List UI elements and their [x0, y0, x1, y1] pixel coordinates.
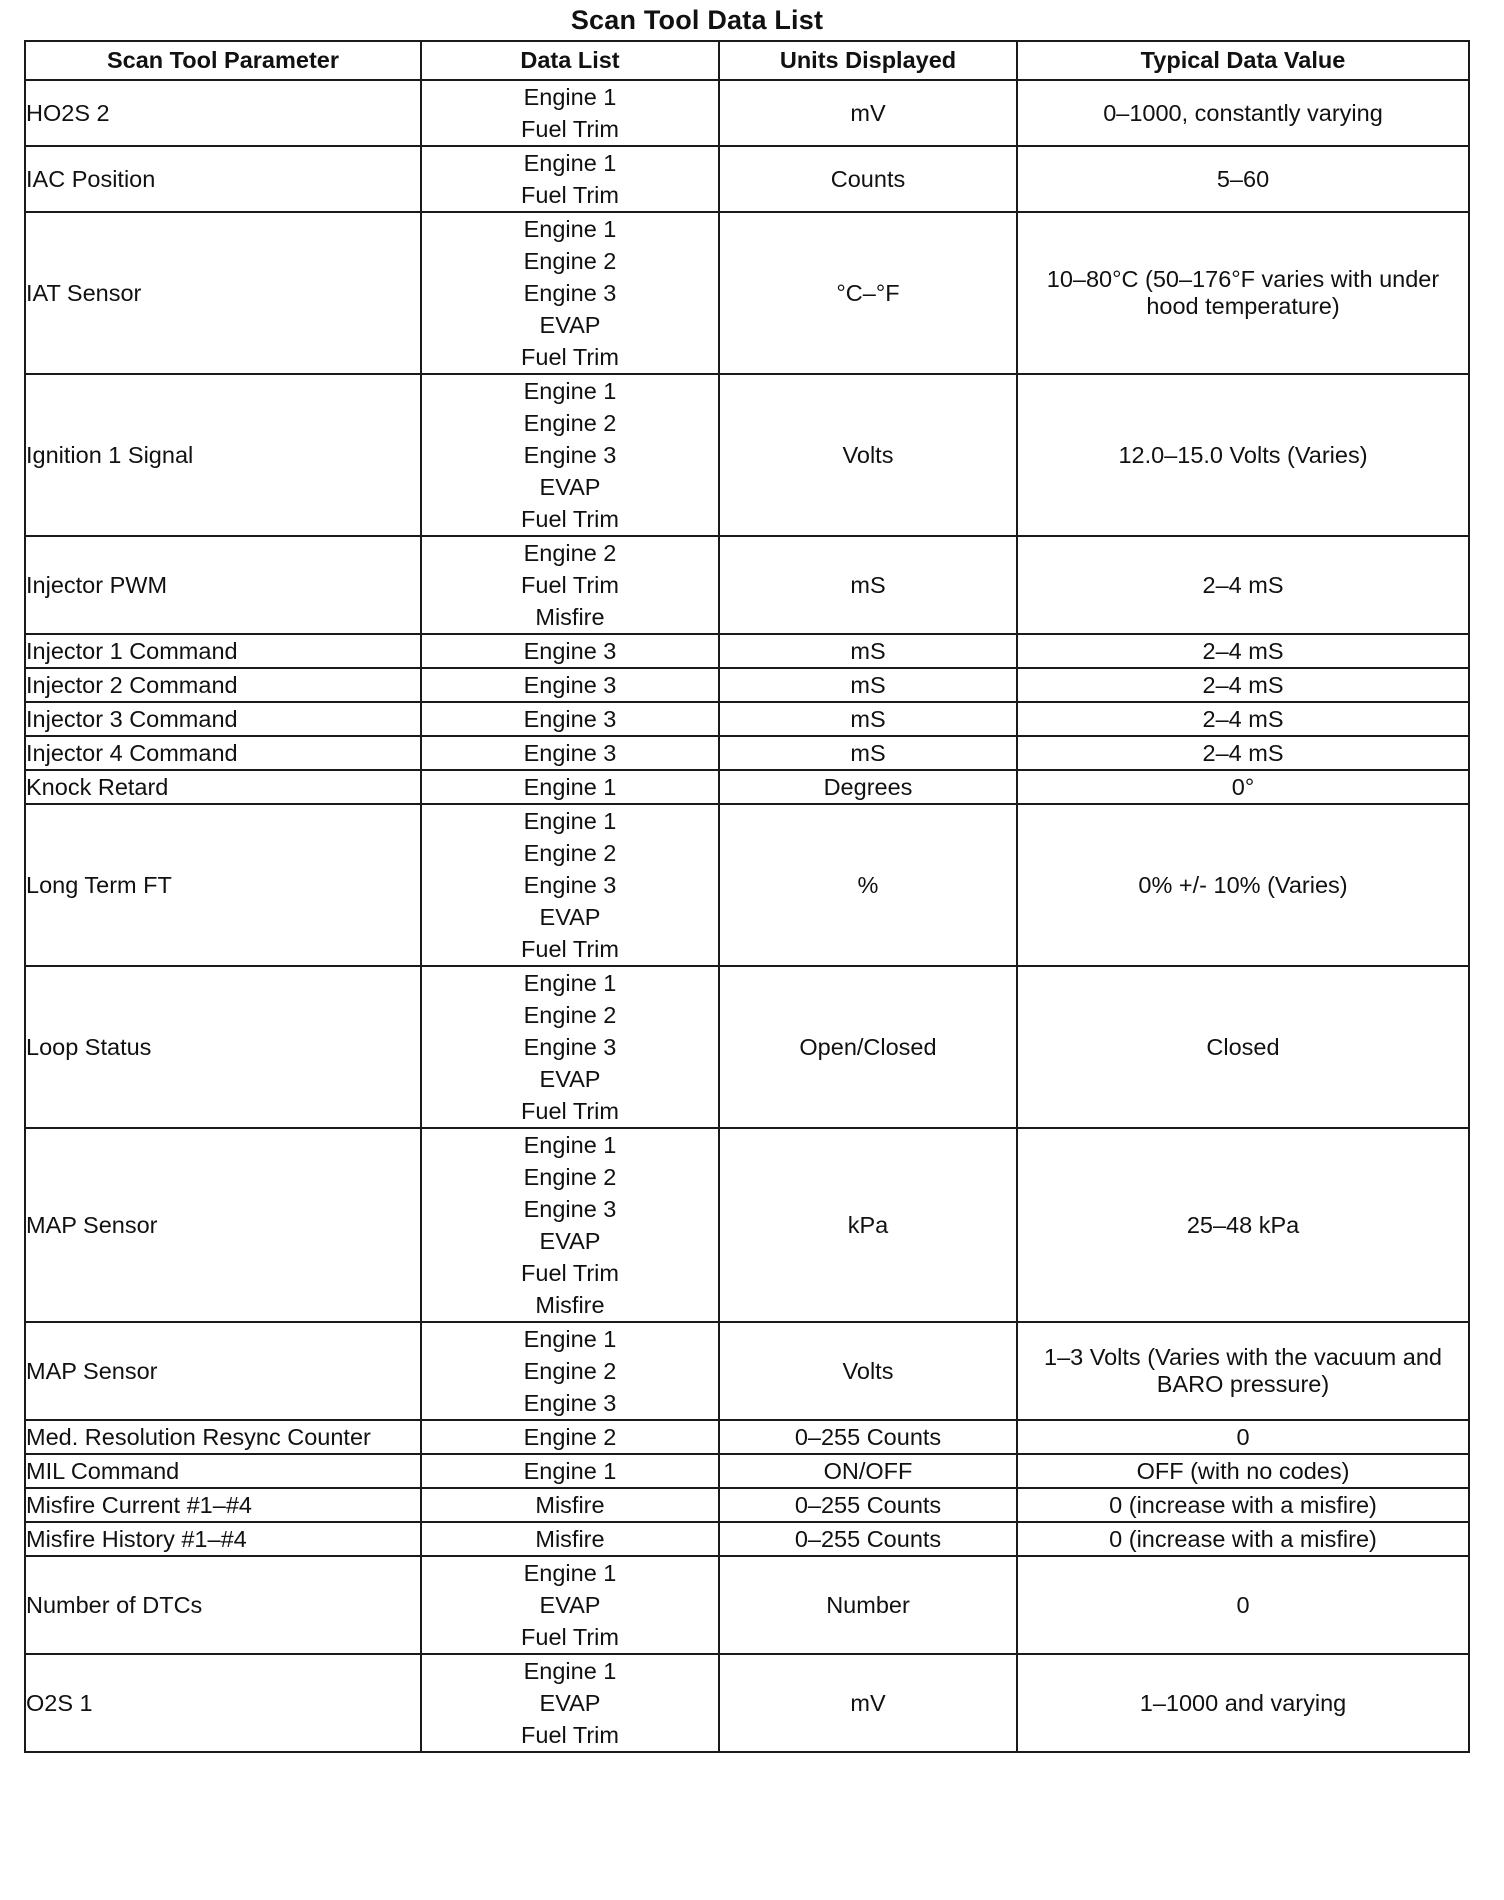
cell-units: mV [719, 1654, 1017, 1752]
cell-data-list [421, 146, 719, 212]
table-row [25, 1454, 1469, 1488]
data-list-entry: Fuel Trim [521, 1624, 619, 1650]
table-row [25, 1322, 1469, 1420]
cell-data-list [421, 736, 719, 770]
cell-units: mS [719, 668, 1017, 702]
data-list-entry: Engine 2 [523, 540, 617, 566]
cell-units: 0–255 Counts [719, 1522, 1017, 1556]
data-list-entry: Engine 2 [523, 1424, 617, 1450]
data-list-entry: Fuel Trim [521, 344, 619, 370]
cell-data-list [421, 804, 719, 966]
cell-units: Open/Closed [719, 966, 1017, 1128]
data-list-entry: EVAP [539, 312, 601, 338]
data-list-entry: Engine 3 [523, 1196, 617, 1222]
data-list-entry: Engine 2 [523, 248, 617, 274]
cell-parameter: Number of DTCs [25, 1556, 421, 1654]
table-body [25, 80, 1469, 1752]
data-list-entry: Engine 1 [523, 216, 617, 242]
cell-typical-value: 10–80°C (50–176°F varies with under hood temperature) [1017, 212, 1469, 374]
cell-typical-value: 2–4 mS [1017, 668, 1469, 702]
cell-data-list [421, 1128, 719, 1322]
cell-parameter: MIL Command [25, 1454, 421, 1488]
cell-units: mS [719, 736, 1017, 770]
table-row [25, 804, 1469, 966]
data-list-entry: Misfire [535, 1292, 605, 1318]
data-list-entry: Engine 2 [523, 1164, 617, 1190]
table-row [25, 1488, 1469, 1522]
cell-typical-value: 1–3 Volts (Varies with the vacuum and BARO pressure) [1017, 1322, 1469, 1420]
cell-typical-value: OFF (with no codes) [1017, 1454, 1469, 1488]
data-list-entry: Engine 3 [523, 638, 617, 664]
cell-data-list [421, 80, 719, 146]
cell-data-list [421, 1556, 719, 1654]
cell-typical-value: 0 (increase with a misfire) [1017, 1522, 1469, 1556]
data-list-entry: Engine 1 [523, 378, 617, 404]
data-list-entry: Engine 3 [523, 872, 617, 898]
cell-data-list [421, 668, 719, 702]
cell-parameter: IAT Sensor [25, 212, 421, 374]
cell-typical-value: Closed [1017, 966, 1469, 1128]
column-header-typical-value: Typical Data Value [1017, 41, 1469, 80]
cell-typical-value: 2–4 mS [1017, 702, 1469, 736]
cell-units: % [719, 804, 1017, 966]
cell-data-list [421, 966, 719, 1128]
cell-parameter: Misfire History #1–#4 [25, 1522, 421, 1556]
data-list-entry: Engine 1 [523, 1458, 617, 1484]
cell-units: mS [719, 634, 1017, 668]
cell-data-list [421, 1522, 719, 1556]
cell-typical-value: 1–1000 and varying [1017, 1654, 1469, 1752]
column-header-units: Units Displayed [719, 41, 1017, 80]
table-row [25, 1420, 1469, 1454]
table-row [25, 966, 1469, 1128]
cell-typical-value: 0° [1017, 770, 1469, 804]
table-row [25, 212, 1469, 374]
cell-typical-value: 0% +/- 10% (Varies) [1017, 804, 1469, 966]
table-row [25, 1522, 1469, 1556]
data-list-entry: Fuel Trim [521, 936, 619, 962]
data-list-entry: Engine 1 [523, 970, 617, 996]
data-list-entry: Fuel Trim [521, 506, 619, 532]
data-list-entry: Engine 3 [523, 442, 617, 468]
cell-parameter: Injector 2 Command [25, 668, 421, 702]
table-row [25, 702, 1469, 736]
cell-typical-value: 2–4 mS [1017, 634, 1469, 668]
cell-typical-value: 0–1000, constantly varying [1017, 80, 1469, 146]
data-list-entry: Engine 3 [523, 1390, 617, 1416]
cell-typical-value: 25–48 kPa [1017, 1128, 1469, 1322]
cell-units: Degrees [719, 770, 1017, 804]
data-list-entry: Fuel Trim [521, 182, 619, 208]
cell-parameter: Knock Retard [25, 770, 421, 804]
table-header-row [25, 41, 1469, 80]
data-list-entry: Misfire [535, 1526, 605, 1552]
cell-parameter: HO2S 2 [25, 80, 421, 146]
data-list-entry: Engine 1 [523, 1326, 617, 1352]
data-list-entry: Engine 1 [523, 84, 617, 110]
data-list-entry: Engine 3 [523, 740, 617, 766]
column-header-parameter: Scan Tool Parameter [25, 41, 421, 80]
data-list-entry: Engine 3 [523, 706, 617, 732]
data-list-entry: Engine 2 [523, 410, 617, 436]
cell-parameter: Injector 3 Command [25, 702, 421, 736]
data-list-entry: Engine 1 [523, 1132, 617, 1158]
table-row [25, 736, 1469, 770]
cell-parameter: Injector 1 Command [25, 634, 421, 668]
table-row [25, 1556, 1469, 1654]
table-row [25, 146, 1469, 212]
data-list-entry: EVAP [539, 1228, 601, 1254]
cell-data-list [421, 1420, 719, 1454]
table-row [25, 1128, 1469, 1322]
table-row [25, 634, 1469, 668]
cell-units: Volts [719, 1322, 1017, 1420]
data-list-entry: Engine 2 [523, 1358, 617, 1384]
cell-units: kPa [719, 1128, 1017, 1322]
cell-units: 0–255 Counts [719, 1420, 1017, 1454]
scan-tool-data-table [24, 40, 1470, 1753]
data-list-entry: Misfire [535, 1492, 605, 1518]
data-list-entry: Engine 1 [523, 774, 617, 800]
data-list-entry: EVAP [539, 904, 601, 930]
cell-units: mS [719, 702, 1017, 736]
column-header-data-list: Data List [421, 41, 719, 80]
cell-parameter: Long Term FT [25, 804, 421, 966]
data-list-entry: Engine 3 [523, 280, 617, 306]
table-row [25, 668, 1469, 702]
cell-data-list [421, 1488, 719, 1522]
cell-typical-value: 0 (increase with a misfire) [1017, 1488, 1469, 1522]
data-list-entry: Engine 1 [523, 808, 617, 834]
cell-parameter: MAP Sensor [25, 1128, 421, 1322]
data-list-entry: Fuel Trim [521, 116, 619, 142]
data-list-entry: Engine 1 [523, 1560, 617, 1586]
cell-data-list [421, 1454, 719, 1488]
cell-typical-value: 12.0–15.0 Volts (Varies) [1017, 374, 1469, 536]
cell-typical-value: 0 [1017, 1420, 1469, 1454]
data-list-entry: EVAP [539, 1690, 601, 1716]
cell-typical-value: 5–60 [1017, 146, 1469, 212]
data-list-entry: Engine 3 [523, 672, 617, 698]
cell-data-list [421, 374, 719, 536]
cell-parameter: O2S 1 [25, 1654, 421, 1752]
cell-parameter: Misfire Current #1–#4 [25, 1488, 421, 1522]
data-list-entry: Fuel Trim [521, 572, 619, 598]
cell-units: mV [719, 80, 1017, 146]
table-row [25, 374, 1469, 536]
cell-parameter: Injector 4 Command [25, 736, 421, 770]
table-row [25, 80, 1469, 146]
cell-parameter: Ignition 1 Signal [25, 374, 421, 536]
data-list-entry: Engine 2 [523, 840, 617, 866]
data-list-entry: EVAP [539, 1066, 601, 1092]
data-list-entry: Fuel Trim [521, 1260, 619, 1286]
cell-units: °C–°F [719, 212, 1017, 374]
cell-parameter: Injector PWM [25, 536, 421, 634]
data-list-entry: Engine 1 [523, 1658, 617, 1684]
cell-units: 0–255 Counts [719, 1488, 1017, 1522]
cell-typical-value: 2–4 mS [1017, 736, 1469, 770]
data-list-entry: EVAP [539, 474, 601, 500]
cell-units: mS [719, 536, 1017, 634]
cell-units: Volts [719, 374, 1017, 536]
cell-data-list [421, 536, 719, 634]
cell-data-list [421, 634, 719, 668]
data-list-entry: EVAP [539, 1592, 601, 1618]
cell-data-list [421, 770, 719, 804]
table-row [25, 1654, 1469, 1752]
cell-data-list [421, 1322, 719, 1420]
data-list-entry: Engine 2 [523, 1002, 617, 1028]
cell-data-list [421, 212, 719, 374]
data-list-entry: Fuel Trim [521, 1722, 619, 1748]
cell-units: Counts [719, 146, 1017, 212]
table-row [25, 770, 1469, 804]
page-title: Scan Tool Data List [570, 5, 824, 35]
cell-parameter: MAP Sensor [25, 1322, 421, 1420]
cell-parameter: Loop Status [25, 966, 421, 1128]
data-list-entry: Misfire [535, 604, 605, 630]
cell-parameter: Med. Resolution Resync Counter [25, 1420, 421, 1454]
cell-parameter: IAC Position [25, 146, 421, 212]
cell-data-list [421, 1654, 719, 1752]
cell-typical-value: 0 [1017, 1556, 1469, 1654]
cell-data-list [421, 702, 719, 736]
data-list-entry: Engine 1 [523, 150, 617, 176]
cell-units: Number [719, 1556, 1017, 1654]
cell-typical-value: 2–4 mS [1017, 536, 1469, 634]
cell-units: ON/OFF [719, 1454, 1017, 1488]
data-list-entry: Fuel Trim [521, 1098, 619, 1124]
data-list-entry: Engine 3 [523, 1034, 617, 1060]
table-row [25, 536, 1469, 634]
